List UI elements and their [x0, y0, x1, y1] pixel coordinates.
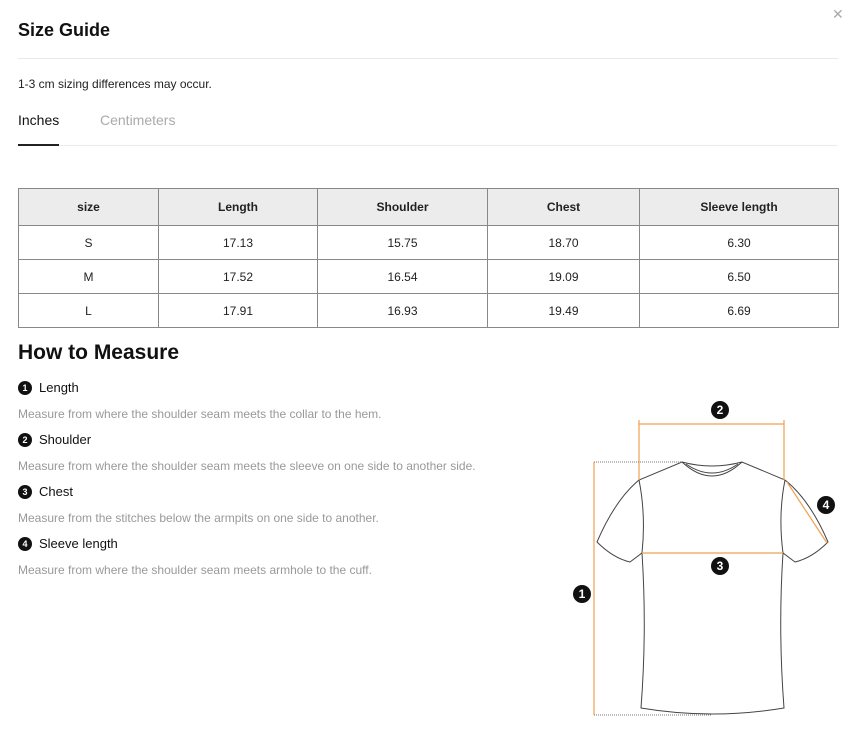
cell: 19.49: [488, 294, 640, 328]
guide-dotted: [594, 462, 712, 715]
sizing-note: 1-3 cm sizing differences may occur.: [18, 77, 212, 91]
cell: M: [19, 260, 159, 294]
header-sleeve: Sleeve length: [640, 189, 839, 226]
measure-desc: Measure from where the shoulder seam meets armhole to the cuff.: [18, 563, 372, 577]
dialog-title: Size Guide: [18, 20, 111, 40]
unit-tabs: [18, 112, 838, 146]
how-to-measure-heading: How to Measure: [18, 341, 180, 364]
tab-inches[interactable]: Inches: [18, 112, 59, 146]
cell: 6.69: [640, 294, 839, 328]
badge-2: 2: [716, 403, 724, 417]
header-length: Length: [159, 189, 318, 226]
table-row: [19, 260, 839, 294]
number-badge: 3: [18, 485, 32, 499]
measure-item-length: [18, 380, 79, 395]
header-size: size: [19, 189, 159, 226]
badge-4: 4: [822, 498, 830, 512]
cell: L: [19, 294, 159, 328]
number-badge: 2: [18, 433, 32, 447]
tshirt-measure-diagram: [565, 390, 850, 730]
number-badge: 1: [18, 381, 32, 395]
divider: [18, 58, 838, 59]
sleeve-line: [787, 482, 827, 543]
cell: 16.54: [318, 260, 488, 294]
measure-item-shoulder: [18, 432, 91, 447]
measure-item-sleeve: [18, 536, 118, 551]
badge-3: 3: [716, 559, 724, 573]
badge-1: 1: [578, 587, 586, 601]
size-table: [18, 188, 839, 328]
cell: 6.50: [640, 260, 839, 294]
header-shoulder: Shoulder: [318, 189, 488, 226]
close-icon[interactable]: ✕: [832, 6, 844, 22]
tab-centimeters[interactable]: Centimeters: [100, 112, 176, 128]
cell: S: [19, 226, 159, 260]
measure-label: Chest: [39, 484, 73, 499]
cell: 17.13: [159, 226, 318, 260]
measure-desc: Measure from the stitches below the armpits on one side to another.: [18, 511, 379, 525]
cell: 17.91: [159, 294, 318, 328]
cell: 15.75: [318, 226, 488, 260]
cell: 16.93: [318, 294, 488, 328]
table-row: [19, 226, 839, 260]
measure-label: Shoulder: [39, 432, 92, 447]
tshirt-outline: [597, 462, 828, 714]
measure-desc: Measure from where the shoulder seam meets the collar to the hem.: [18, 407, 382, 421]
header-chest: Chest: [488, 189, 640, 226]
number-badge: 4: [18, 537, 32, 551]
measure-label: Sleeve length: [39, 536, 118, 551]
cell: 18.70: [488, 226, 640, 260]
measure-desc: Measure from where the shoulder seam meets the sleeve on one side to another side.: [18, 459, 476, 473]
cell: 19.09: [488, 260, 640, 294]
cell: 6.30: [640, 226, 839, 260]
table-row: [19, 294, 839, 328]
cell: 17.52: [159, 260, 318, 294]
measure-label: Length: [39, 380, 79, 395]
measure-item-chest: [18, 484, 73, 499]
